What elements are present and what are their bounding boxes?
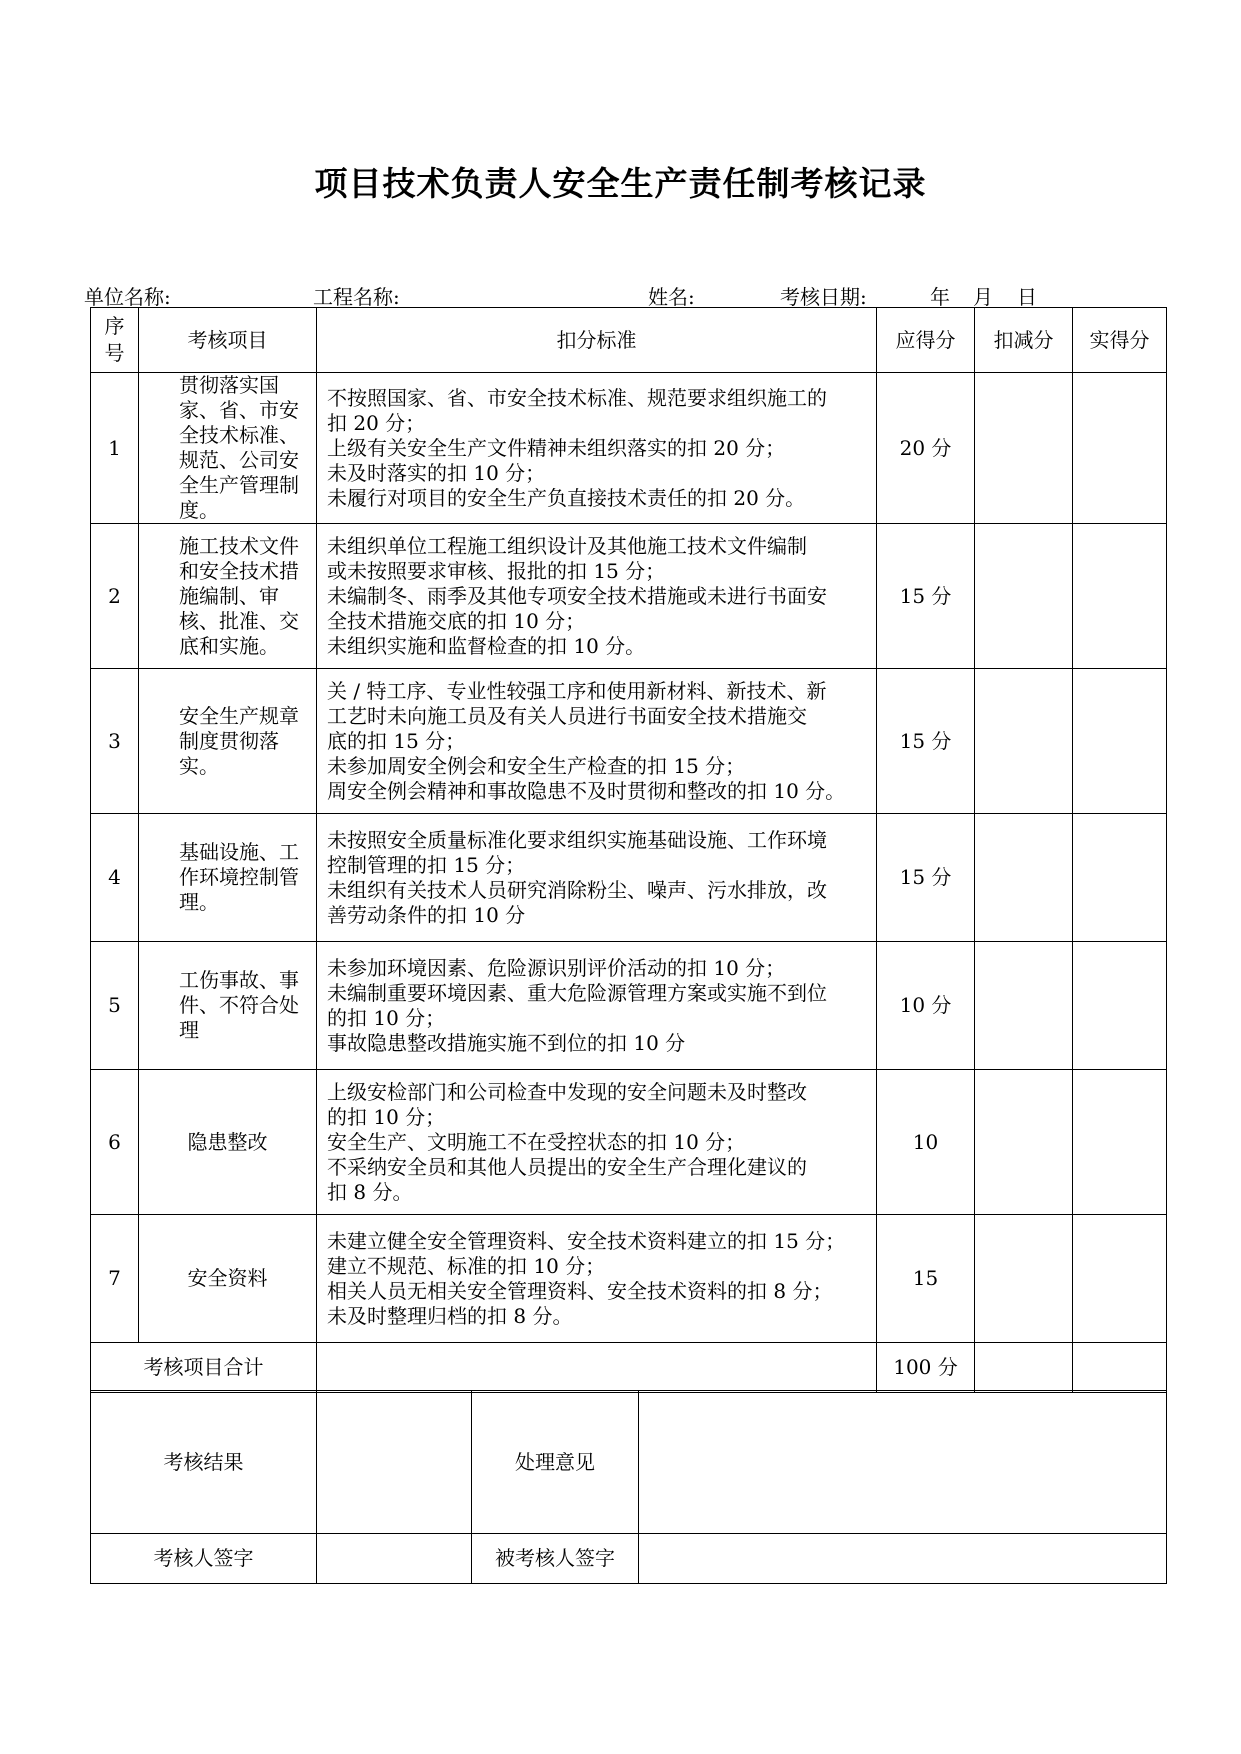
- row-should-score: 20 分: [877, 373, 975, 524]
- header-should-score: 应得分: [877, 308, 975, 373]
- row-actual-score[interactable]: [1073, 942, 1167, 1070]
- row-should-score: 15 分: [877, 814, 975, 942]
- total-row: [91, 1343, 1167, 1393]
- row-seq: 2: [91, 524, 139, 669]
- row-item: 贯彻落实国家、省、市安全技术标准、规范、公司安全生产管理制度。: [139, 373, 317, 524]
- row-item: 隐患整改: [139, 1070, 317, 1215]
- assessment-table: [90, 307, 1167, 1393]
- project-label: 工程名称:: [313, 285, 400, 309]
- row-seq: 4: [91, 814, 139, 942]
- row-should-score: 15 分: [877, 524, 975, 669]
- header-item: 考核项目: [139, 308, 317, 373]
- row-item: 安全资料: [139, 1215, 317, 1343]
- row-seq: 1: [91, 373, 139, 524]
- row-seq: 7: [91, 1215, 139, 1343]
- header-row: [91, 308, 1167, 373]
- total-label: 考核项目合计: [91, 1343, 317, 1393]
- examinee-sign-value[interactable]: [639, 1534, 1167, 1584]
- examinee-sign-label: 被考核人签字: [472, 1534, 639, 1584]
- row-item: 基础设施、工作环境控制管理。: [139, 814, 317, 942]
- total-deduct-score[interactable]: [975, 1343, 1073, 1393]
- row-deduct-score[interactable]: [975, 524, 1073, 669]
- opinion-label: 处理意见: [472, 1391, 639, 1534]
- page-title: 项目技术负责人安全生产责任制考核记录: [314, 164, 927, 203]
- total-criteria-cell: [317, 1343, 877, 1393]
- total-actual-score[interactable]: [1073, 1343, 1167, 1393]
- row-deduct-score[interactable]: [975, 1070, 1073, 1215]
- date-label: 考核日期:: [780, 285, 867, 309]
- row-actual-score[interactable]: [1073, 814, 1167, 942]
- result-value[interactable]: [317, 1391, 472, 1534]
- row-deduct-score[interactable]: [975, 373, 1073, 524]
- table-row: [91, 1215, 1167, 1343]
- table-row: [91, 669, 1167, 814]
- row-criteria: 未组织单位工程施工组织设计及其他施工技术文件编制 或未按照要求审核、报批的扣 15 分； 未编制冬、雨季及其他专项安全技术措施或未进行书面安 全技术措施交底的扣 10 分； 未组织实施和监督检查的扣 10 分。: [317, 524, 877, 669]
- unit-label: 单位名称:: [84, 285, 171, 309]
- result-label: 考核结果: [91, 1391, 317, 1534]
- examiner-sign-label: 考核人签字: [91, 1534, 317, 1584]
- row-should-score: 10 分: [877, 942, 975, 1070]
- row-should-score: 15 分: [877, 669, 975, 814]
- row-criteria: 未按照安全质量标准化要求组织实施基础设施、工作环境 控制管理的扣 15 分； 未组织有关技术人员研究消除粉尘、噪声、污水排放，改 善劳动条件的扣 10 分: [317, 814, 877, 942]
- row-should-score: 10: [877, 1070, 975, 1215]
- opinion-value[interactable]: [639, 1391, 1167, 1534]
- month-label: 月: [973, 285, 993, 309]
- row-criteria: 未参加环境因素、危险源识别评价活动的扣 10 分； 未编制重要环境因素、重大危险源管理方案或实施不到位 的扣 10 分； 事故隐患整改措施实施不到位的扣 10 分: [317, 942, 877, 1070]
- row-seq: 6: [91, 1070, 139, 1215]
- row-deduct-score[interactable]: [975, 1215, 1073, 1343]
- header-deduct-score: 扣减分: [975, 308, 1073, 373]
- row-item: 工伤事故、事件、不符合处理: [139, 942, 317, 1070]
- row-deduct-score[interactable]: [975, 942, 1073, 1070]
- signature-row: [91, 1534, 1167, 1584]
- table-row: [91, 1070, 1167, 1215]
- row-item: 施工技术文件和安全技术措施编制、审核、批准、交底和实施。: [139, 524, 317, 669]
- row-deduct-score[interactable]: [975, 669, 1073, 814]
- year-label: 年: [930, 285, 950, 309]
- header-criteria: 扣分标准: [317, 308, 877, 373]
- header-seq: 序号: [91, 308, 139, 373]
- row-seq: 5: [91, 942, 139, 1070]
- row-item: 安全生产规章制度贯彻落实。: [139, 669, 317, 814]
- result-table: [90, 1390, 1167, 1584]
- row-deduct-score[interactable]: [975, 814, 1073, 942]
- row-actual-score[interactable]: [1073, 669, 1167, 814]
- examiner-sign-value[interactable]: [317, 1534, 472, 1584]
- total-should-score: 100 分: [877, 1343, 975, 1393]
- row-criteria: 不按照国家、省、市安全技术标准、规范要求组织施工的 扣 20 分； 上级有关安全生产文件精神未组织落实的扣 20 分； 未及时落实的扣 10 分； 未履行对项目的安全生产负直接技术责任的扣 20 分。: [317, 373, 877, 524]
- row-actual-score[interactable]: [1073, 1215, 1167, 1343]
- table-row: [91, 373, 1167, 524]
- row-actual-score[interactable]: [1073, 1070, 1167, 1215]
- row-actual-score[interactable]: [1073, 524, 1167, 669]
- row-criteria: 未建立健全安全管理资料、安全技术资料建立的扣 15 分； 建立不规范、标准的扣 10 分； 相关人员无相关安全管理资料、安全技术资料的扣 8 分； 未及时整理归档的扣 8 分。: [317, 1215, 877, 1343]
- name-label: 姓名:: [648, 285, 695, 309]
- day-label: 日: [1017, 285, 1037, 309]
- row-criteria: 关 / 特工序、专业性较强工序和使用新材料、新技术、新 工艺时未向施工员及有关人员进行书面安全技术措施交 底的扣 15 分； 未参加周安全例会和安全生产检查的扣 15 分； 周安全例会精神和事故隐患不及时贯彻和整改的扣 10 分。: [317, 669, 877, 814]
- row-seq: 3: [91, 669, 139, 814]
- table-row: [91, 524, 1167, 669]
- result-row: [91, 1391, 1167, 1534]
- row-actual-score[interactable]: [1073, 373, 1167, 524]
- table-row: [91, 942, 1167, 1070]
- row-should-score: 15: [877, 1215, 975, 1343]
- row-criteria: 上级安检部门和公司检查中发现的安全问题未及时整改 的扣 10 分； 安全生产、文明施工不在受控状态的扣 10 分； 不采纳安全员和其他人员提出的安全生产合理化建议的 扣 8 分。: [317, 1070, 877, 1215]
- table-row: [91, 814, 1167, 942]
- header-actual-score: 实得分: [1073, 308, 1167, 373]
